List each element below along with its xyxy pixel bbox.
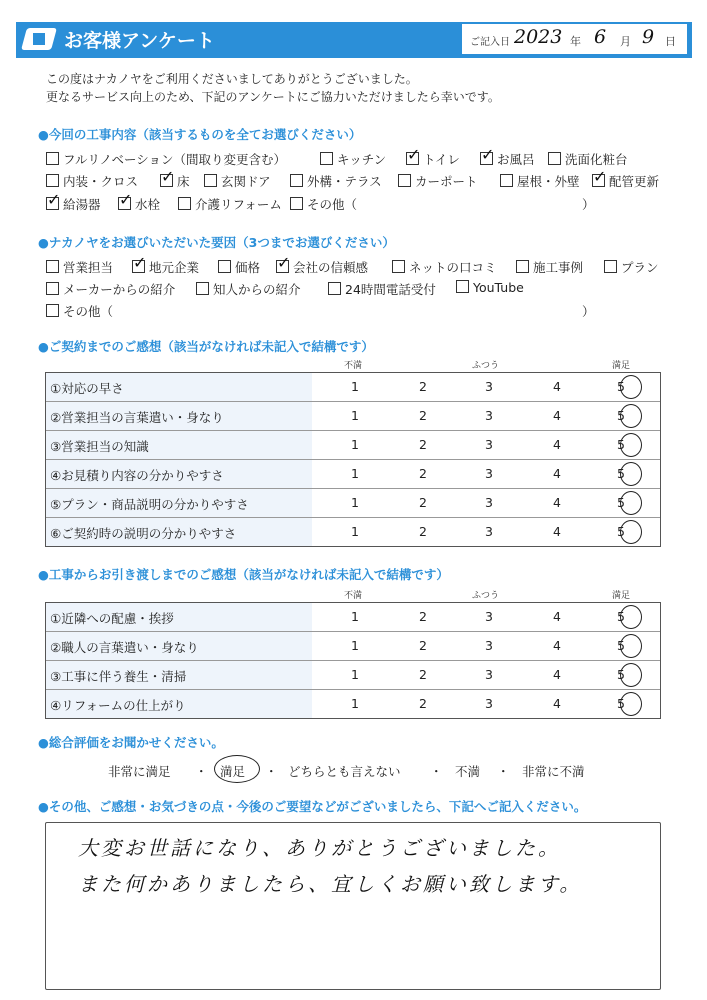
option-label: 給湯器 — [63, 197, 101, 212]
rating-option-4[interactable]: 4 — [553, 466, 561, 481]
checkbox-icon[interactable] — [480, 152, 493, 165]
rating-option-1[interactable]: 1 — [351, 495, 359, 510]
checkbox-icon[interactable] — [46, 304, 59, 317]
date-month-label: 月 — [620, 35, 631, 48]
rating-option-2[interactable]: 2 — [419, 466, 427, 481]
rating-option-5[interactable]: 5 — [617, 495, 625, 510]
rating-option-5[interactable]: 5 — [617, 609, 625, 624]
scale-label-low: 不満 — [344, 361, 363, 371]
checkbox-icon[interactable] — [160, 174, 173, 187]
logo-icon — [21, 28, 57, 50]
reason-other-close: ） — [582, 304, 595, 319]
reason-option[interactable] — [132, 258, 199, 276]
selected-circle-mark — [620, 375, 642, 399]
checkbox-icon[interactable] — [196, 282, 209, 295]
rating-option-5[interactable]: 5 — [617, 379, 625, 394]
option-label: 玄関ドア — [221, 174, 271, 189]
header — [0, 0, 707, 70]
checkbox-icon[interactable] — [406, 152, 419, 165]
rating-option-2[interactable]: 2 — [419, 524, 427, 539]
rating-row — [46, 402, 660, 431]
option-label: キッチン — [337, 152, 387, 167]
work-option[interactable] — [46, 150, 286, 168]
rating-option-5[interactable]: 5 — [617, 524, 625, 539]
rating-option-3[interactable]: 3 — [485, 466, 493, 481]
overall-option[interactable]: 非常に満足 — [108, 764, 171, 779]
option-label: 価格 — [235, 260, 261, 275]
reason-option[interactable] — [196, 280, 301, 298]
checkbox-icon[interactable] — [46, 152, 59, 165]
overall-option[interactable]: 満足 — [220, 764, 246, 779]
rating-option-1[interactable]: 1 — [351, 379, 359, 394]
work-option[interactable] — [548, 150, 628, 168]
rating-option-4[interactable]: 4 — [553, 696, 561, 711]
comment-line-1: 大変お世話になり、ありがとうございました。 — [78, 836, 561, 860]
checkbox-icon[interactable] — [516, 260, 529, 273]
rating-option-1[interactable]: 1 — [351, 609, 359, 624]
scale-label-low: 不満 — [344, 591, 363, 601]
option-label: 屋根・外壁 — [517, 174, 580, 189]
rating-row — [46, 632, 660, 661]
work-option[interactable] — [290, 195, 357, 213]
option-label: フルリノベーション（間取り変更含む） — [63, 152, 287, 167]
option-label: 会社の信頼感 — [293, 260, 369, 275]
selected-circle-mark — [620, 692, 642, 716]
option-label: お風呂 — [497, 152, 535, 167]
rating-option-4[interactable]: 4 — [553, 408, 561, 423]
option-label: その他（ — [63, 304, 114, 319]
intro-line-1: この度はナカノヤをご利用くださいましてありがとうございました。 — [46, 72, 418, 86]
reason-option[interactable] — [46, 258, 113, 276]
option-label: 床 — [177, 174, 190, 189]
rating-option-3[interactable]: 3 — [485, 609, 493, 624]
contract-rating-table — [45, 372, 661, 547]
option-label: メーカーからの紹介 — [63, 282, 176, 297]
rating-row — [46, 690, 660, 718]
rating-row-label: ①対応の早さ — [50, 381, 124, 396]
rating-option-1[interactable]: 1 — [351, 524, 359, 539]
checkbox-icon[interactable] — [118, 197, 131, 210]
checkbox-icon[interactable] — [178, 197, 191, 210]
rating-option-2[interactable]: 2 — [419, 408, 427, 423]
date-year-value[interactable]: 2023 — [514, 26, 563, 48]
rating-option-3[interactable]: 3 — [485, 638, 493, 653]
rating-option-2[interactable]: 2 — [419, 437, 427, 452]
checkbox-icon[interactable] — [398, 174, 411, 187]
rating-row-label: ②職人の言葉遣い・身なり — [50, 640, 199, 655]
checkbox-icon[interactable] — [500, 174, 513, 187]
rating-option-1[interactable]: 1 — [351, 437, 359, 452]
checkbox-icon[interactable] — [392, 260, 405, 273]
option-separator: ・ — [195, 764, 208, 779]
reason-option[interactable] — [604, 258, 659, 276]
option-separator: ・ — [430, 764, 443, 779]
work-option[interactable] — [406, 150, 460, 168]
scale-label-high: 満足 — [612, 361, 631, 371]
checkbox-icon[interactable] — [548, 152, 561, 165]
construction-rating-table — [45, 602, 661, 719]
date-year-label: 年 — [570, 35, 581, 48]
option-label: 営業担当 — [63, 260, 114, 275]
selected-circle-mark — [214, 755, 260, 783]
overall-option[interactable]: 不満 — [455, 764, 481, 779]
rating-option-4[interactable]: 4 — [553, 609, 561, 624]
rating-row-label: ③工事に伴う養生・清掃 — [50, 669, 187, 684]
rating-row-label: ⑥ご契約時の説明の分かりやすさ — [50, 526, 237, 541]
checkbox-icon[interactable] — [604, 260, 617, 273]
option-label: 水栓 — [135, 197, 161, 212]
reason-option[interactable] — [516, 258, 583, 276]
rating-row — [46, 518, 660, 546]
option-label: 内装・クロス — [63, 174, 139, 189]
work-option[interactable] — [118, 195, 160, 213]
rating-option-3[interactable]: 3 — [485, 667, 493, 682]
work-option[interactable] — [480, 150, 535, 168]
rating-option-3[interactable]: 3 — [485, 437, 493, 452]
work-option[interactable] — [178, 195, 282, 213]
rating-option-3[interactable]: 3 — [485, 379, 493, 394]
checkbox-icon[interactable] — [592, 174, 605, 187]
option-label: 24時間電話受付 — [345, 282, 436, 297]
date-month-value[interactable]: 6 — [594, 26, 607, 48]
rating-option-1[interactable]: 1 — [351, 667, 359, 682]
rating-option-4[interactable]: 4 — [553, 667, 561, 682]
rating-row-label: ②営業担当の言葉遣い・身なり — [50, 410, 224, 425]
rating-option-5[interactable]: 5 — [617, 466, 625, 481]
rating-row-label: ④お見積り内容の分かりやすさ — [50, 468, 224, 483]
selected-circle-mark — [620, 634, 642, 658]
section-title-contract: ●ご契約までのご感想（該当がなければ未記入で結構です） — [38, 339, 374, 354]
rating-option-1[interactable]: 1 — [351, 466, 359, 481]
rating-row — [46, 460, 660, 489]
work-option[interactable] — [290, 172, 382, 190]
option-label: ネットの口コミ — [409, 260, 497, 275]
checkbox-icon[interactable] — [46, 260, 59, 273]
date-day-label: 日 — [665, 35, 676, 48]
selected-circle-mark — [620, 491, 642, 515]
work-option[interactable] — [398, 172, 478, 190]
intro-line-2: 更なるサービス向上のため、下記のアンケートにご協力いただけましたら幸いです。 — [46, 90, 500, 104]
option-label: トイレ — [423, 152, 460, 167]
rating-row-label: ⑤プラン・商品説明の分かりやすさ — [50, 497, 249, 512]
selected-circle-mark — [620, 605, 642, 629]
rating-option-5[interactable]: 5 — [617, 437, 625, 452]
rating-option-3[interactable]: 3 — [485, 495, 493, 510]
overall-option[interactable]: 非常に不満 — [522, 764, 585, 779]
rating-row — [46, 489, 660, 518]
checkbox-icon[interactable] — [46, 282, 59, 295]
checkbox-icon[interactable] — [328, 282, 341, 295]
section-title-comments: ●その他、ご感想・お気づきの点・今後のご要望などがございましたら、下記へご記入ください。 — [38, 799, 587, 814]
rating-option-5[interactable]: 5 — [617, 638, 625, 653]
reason-option[interactable] — [392, 258, 497, 276]
rating-option-5[interactable]: 5 — [617, 408, 625, 423]
rating-row-label: ③営業担当の知識 — [50, 439, 149, 454]
rating-option-2[interactable]: 2 — [419, 667, 427, 682]
option-label: 洗面化粧台 — [565, 152, 628, 167]
rating-row — [46, 373, 660, 402]
checkbox-icon[interactable] — [46, 174, 59, 187]
work-other-close: ） — [582, 197, 595, 212]
rating-option-2[interactable]: 2 — [419, 638, 427, 653]
option-label: YouTube — [473, 280, 524, 295]
work-option[interactable] — [320, 150, 386, 168]
option-label: その他（ — [307, 197, 358, 212]
rating-option-4[interactable]: 4 — [553, 638, 561, 653]
page-title: お客様アンケート — [64, 30, 215, 52]
rating-row-label: ④リフォームの仕上がり — [50, 698, 186, 713]
rating-row-label: ①近隣への配慮・挨拶 — [50, 611, 174, 626]
scale-label-mid: ふつう — [472, 361, 500, 371]
reason-option[interactable] — [218, 258, 260, 276]
option-label: 知人からの紹介 — [213, 282, 301, 297]
selected-circle-mark — [620, 663, 642, 687]
option-separator: ・ — [497, 764, 510, 779]
option-label: プラン — [621, 260, 659, 275]
checkbox-icon[interactable] — [46, 197, 59, 210]
scale-label-mid: ふつう — [472, 591, 500, 601]
reason-option[interactable] — [456, 280, 524, 295]
section-title-reasons: ●ナカノヤをお選びいただいた要因（3つまでお選びください） — [38, 235, 395, 250]
checkbox-icon[interactable] — [290, 174, 303, 187]
reason-option[interactable] — [276, 258, 368, 276]
rating-option-1[interactable]: 1 — [351, 408, 359, 423]
work-option[interactable] — [46, 172, 138, 190]
selected-circle-mark — [620, 520, 642, 544]
reason-option[interactable] — [46, 280, 175, 298]
rating-option-1[interactable]: 1 — [351, 696, 359, 711]
option-label: 外構・テラス — [307, 174, 382, 189]
work-option[interactable] — [592, 172, 659, 190]
rating-option-4[interactable]: 4 — [553, 379, 561, 394]
section-title-overall: ●総合評価をお聞かせください。 — [38, 735, 224, 750]
rating-option-3[interactable]: 3 — [485, 524, 493, 539]
option-label: カーポート — [415, 174, 478, 189]
rating-option-1[interactable]: 1 — [351, 638, 359, 653]
checkbox-icon[interactable] — [290, 197, 303, 210]
checkbox-icon[interactable] — [276, 260, 289, 273]
option-label: 配管更新 — [609, 174, 660, 189]
selected-circle-mark — [620, 433, 642, 457]
work-option[interactable] — [500, 172, 580, 190]
option-label: 地元企業 — [149, 260, 200, 275]
checkbox-icon[interactable] — [204, 174, 217, 187]
rating-row — [46, 661, 660, 690]
work-option[interactable] — [46, 195, 101, 213]
rating-option-5[interactable]: 5 — [617, 667, 625, 682]
comment-line-2: また何かありましたら、宜しくお願い致します。 — [78, 872, 583, 896]
option-label: 介護リフォーム — [195, 197, 282, 212]
rating-option-4[interactable]: 4 — [553, 437, 561, 452]
rating-option-3[interactable]: 3 — [485, 696, 493, 711]
rating-row — [46, 431, 660, 460]
work-option[interactable] — [204, 172, 271, 190]
checkbox-icon[interactable] — [456, 280, 469, 293]
rating-option-4[interactable]: 4 — [553, 524, 561, 539]
reason-option[interactable] — [46, 302, 113, 320]
rating-option-3[interactable]: 3 — [485, 408, 493, 423]
rating-option-2[interactable]: 2 — [419, 495, 427, 510]
checkbox-icon[interactable] — [320, 152, 333, 165]
selected-circle-mark — [620, 462, 642, 486]
checkbox-icon[interactable] — [132, 260, 145, 273]
date-box — [462, 24, 687, 54]
reason-option[interactable] — [328, 280, 436, 298]
rating-row — [46, 603, 660, 632]
selected-circle-mark — [620, 404, 642, 428]
rating-option-2[interactable]: 2 — [419, 379, 427, 394]
rating-option-2[interactable]: 2 — [419, 696, 427, 711]
scale-label-high: 満足 — [612, 591, 631, 601]
section-title-work: ●今回の工事内容（該当するものを全てお選びください） — [38, 127, 362, 142]
date-label: ご記入日 — [470, 37, 510, 48]
option-label: 施工事例 — [533, 260, 584, 275]
section-title-construction: ●工事からお引き渡しまでのご感想（該当がなければ未記入で結構です） — [38, 567, 449, 582]
checkbox-icon[interactable] — [218, 260, 231, 273]
option-separator: ・ — [265, 764, 278, 779]
date-day-value[interactable]: 9 — [642, 26, 655, 48]
rating-option-5[interactable]: 5 — [617, 696, 625, 711]
overall-option[interactable]: どちらとも言えない — [288, 764, 401, 779]
rating-option-4[interactable]: 4 — [553, 495, 561, 510]
rating-option-2[interactable]: 2 — [419, 609, 427, 624]
work-option[interactable] — [160, 172, 190, 190]
